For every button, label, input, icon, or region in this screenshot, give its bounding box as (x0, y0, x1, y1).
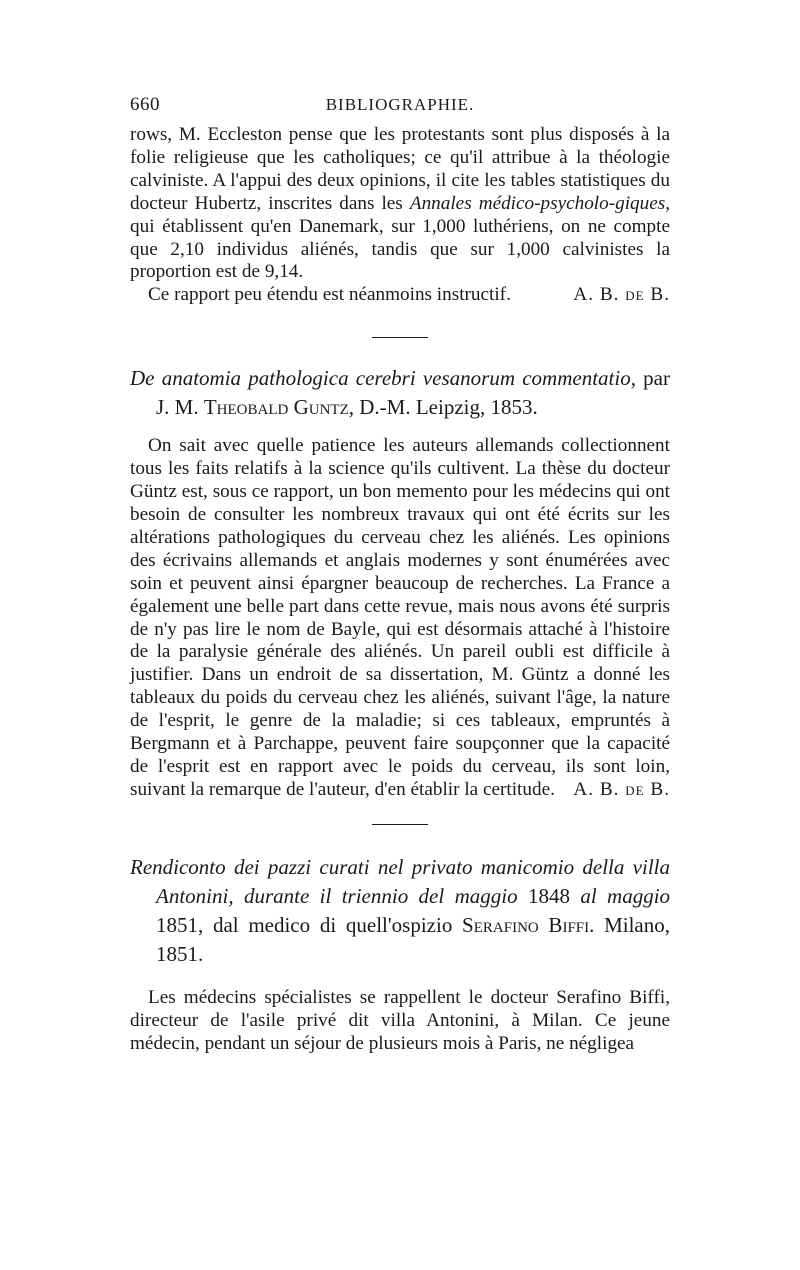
review-author: Theobald Guntz (203, 395, 349, 420)
section1-text: rows, M. Eccleston pense que les protestants sont plus disposés à la folie religieuse que les catholiques; ce qu'il attribue à la théologie calviniste. A l'appui des deux opinions, il cite les tables statistiques du docteur Hubertz, inscrites dans les (130, 124, 670, 214)
review-body: On sait avec quelle patience les auteurs allemands collectionnent tous les faits relatifs à la science qu'ils cultivent. La thèse du docteur Güntz est, sous ce rapport, un bon memento pour les médecins qui ont besoin de consulter les nombreux travaux qui ont été écrits sur les altérations pathologiques du cerveau chez les aliénés. Les opinions des écrivains allemands et anglais modernes y sont énumérées avec soin et peuvent ainsi épargner beaucoup de recherches. La France a également une belle part dans cette revue, mais nous avons été surpris de n'y pas lire le nom de Bayle, qui est désormais attaché à l'histoire de la paralysie générale des aliénés. Un pareil oubli est difficile à justifier. Dans un endroit de sa dissertation, M. Güntz a donné les tableaux du poids du cerveau chez les aliénés, suivant l'âge, la nature de l'esprit, le genre de la maladie; si ces tableaux, empruntés à Bergmann et à Parchappe, peuvent faire soupçonner que la capacité de l'esprit est en rapport avec le poids du cerveau, ils sont loin, suivant la remarque de l'auteur, d'en établir la certitude. A. B. de B. (130, 435, 670, 800)
review-author: Serafino Biffi (462, 912, 590, 937)
page-header (130, 94, 670, 124)
signature: A. B. de B. (573, 778, 670, 800)
review-title: De anatomia pathologica cerebri vesanorum commentatio, par J. M. Theobald Guntz, D.-M. Leipzig, 1853. (130, 366, 670, 420)
section1-closing (130, 284, 670, 307)
review-title: Rendiconto dei pazzi curati nel privato manicomio della villa Antonini, durante il triennio del maggio 1848 al maggio 1851, dal medico di quell'ospizio Serafino Biffi. Milano, 1851. (130, 854, 671, 966)
section1-paragraph (130, 124, 670, 284)
signature: A. B. de B. (573, 284, 670, 306)
review-body: Les médecins spécialistes se rappellent le docteur Serafino Biffi, directeur de l'asile privé dit villa Antonini, à Milan. Ce jeune médecin, pendant un séjour de plusieurs mois à Paris, ne négligea (130, 986, 670, 1054)
page-number: 660 (130, 94, 160, 115)
section1-text-end: , qui établissent qu'en Danemark, sur 1,000 luthériens, on ne compte que 2,10 individus aliénés, tandis que sur 1,000 calvinistes la proportion est de 9,14. (130, 192, 670, 283)
running-title: BIBLIOGRAPHIE. (325, 95, 475, 114)
book-page (130, 94, 670, 1055)
journal-title: Annales médico-psycholo-giques (409, 192, 666, 214)
section1-closing-text: Ce rapport peu étendu est néanmoins instructif. (148, 284, 511, 306)
